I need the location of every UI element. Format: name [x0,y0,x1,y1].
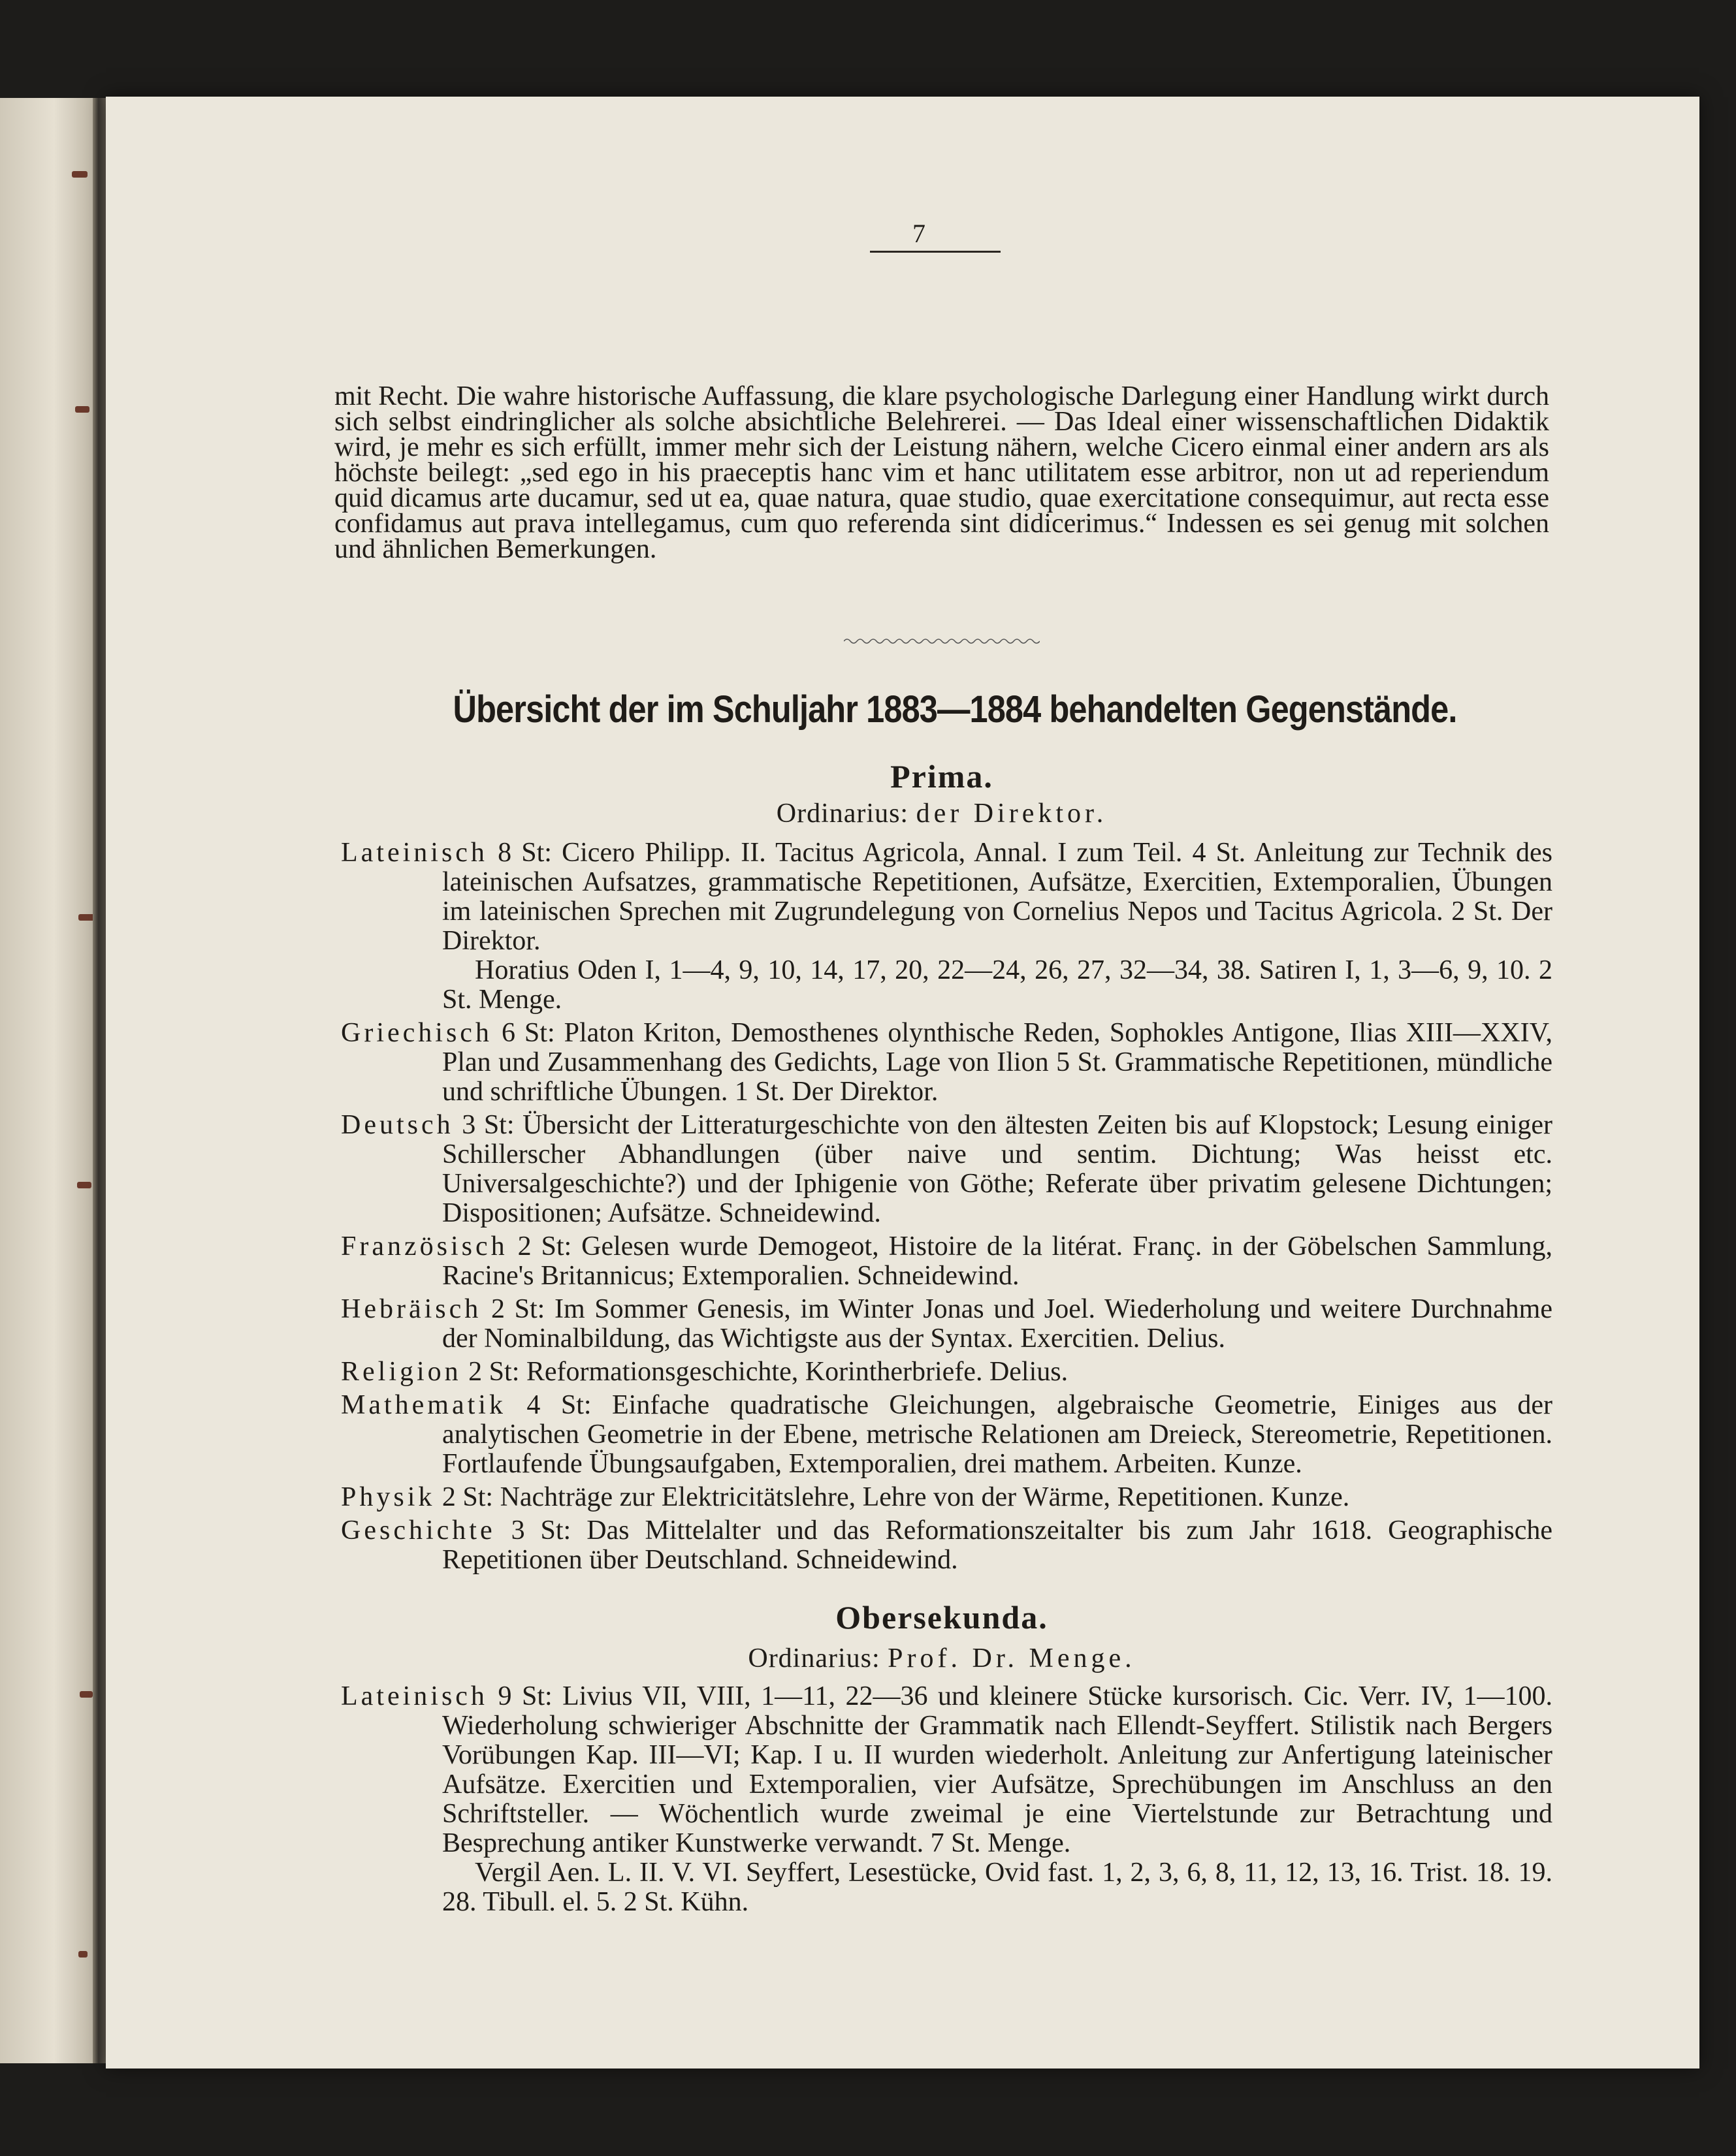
obersekunda-subject-list [341,1682,1552,1921]
subject-text: 8 St: Cicero Philipp. II. Tacitus Agricola, Annal. I zum Teil. 4 St. Anleitung zur Technik des lateinischen Aufsatzes, grammatische Repetitionen, Aufsätze, Exercitien, Extemporalien, Übungen im lateinischen Sprechen mit Zugrundelegung von Cornelius Nepos und Tacitus Agricola. 2 St. Der Direktor. [442,838,1553,956]
subject-name: Religion [341,1357,462,1387]
obersekunda-heading: Obersekunda. [835,1599,1048,1636]
subject-entry [341,1295,1552,1354]
wavy-divider [844,636,1040,646]
subject-name: Deutsch [341,1110,454,1140]
subject-name: Hebräisch [341,1294,482,1324]
subject-text: 2 St: Reformationsgeschichte, Korintherbriefe. Delius. [468,1357,1069,1387]
subject-name: Mathematik [341,1390,506,1420]
prima-subject-list [341,838,1552,1579]
section-title: Übersicht der im Schuljahr 1883—1884 behandelten Gegenstände. [453,688,1457,731]
subject-entry [341,1357,1552,1387]
subject-name: Physik [341,1482,436,1512]
subject-text: 3 St: Das Mittelalter und das Reformationszeitalter bis zum Jahr 1618. Geographische Repetitionen über Deutschland. Schneidewind. [442,1515,1552,1575]
obersekunda-ordinarius [334,1643,1549,1674]
subject-text: 3 St: Übersicht der Litteraturgeschichte von den ältesten Zeiten bis auf Klopstock; Lesung einiger Schillerscher Abhandlungen (über naive und sentim. Dichtung; Was heisst etc. Universalgeschichte?) und der Iphigenie von Göthe; Referate über privatim gelesene Dichtungen; Dispositionen; Aufsätze. Schneidewind. [442,1110,1553,1228]
book-gutter [93,98,107,2063]
subject-text: 2 St: Nachträge zur Elektricitätslehre, Lehre von der Wärme, Repetitionen. Kunze. [442,1482,1350,1512]
subject-entry [341,1516,1552,1575]
page-tab-mark [80,1691,93,1698]
subject-text: 9 St: Livius VII, VIII, 1—11, 22—36 und kleinere Stücke kursorisch. Cic. Verr. IV, 1—100. Wiederholung schwieriger Abschnitte der Grammatik nach Ellendt-Seyffert. Stilistik nach Bergers Vorübungen Kap. III—VI; Kap. I u. II wurden wiederholt. Anleitung zur Anfertigung lateinischer Aufsätze. Exercitien und Extemporalien, vier Aufsätze, Sprechübungen im Anschluss an den Schriftsteller. — Wöchentlich wurde zweimal je eine Viertelstunde zur Betrachtung und Besprechung antiker Kunstwerke verwandt. 7 St. Menge. [442,1681,1553,1858]
subject-entry [341,1682,1552,1917]
facing-page-edge [0,98,98,2063]
page-tab-mark [75,406,89,413]
subject-entry [341,1232,1552,1291]
prima-ordinarius [334,798,1549,829]
subject-entry [341,1483,1552,1512]
ordinarius-name: Prof. Dr. Menge. [888,1643,1136,1673]
page-tab-mark [78,1951,88,1958]
subject-entry [341,1111,1552,1228]
subject-text: 2 St: Gelesen wurde Demogeot, Histoire de la litérat. Franç. in der Göbelschen Sammlung, Racine's Britannicus; Extemporalien. Schneidewind. [442,1231,1552,1291]
subject-entry [341,838,1552,1015]
subject-continuation: Vergil Aen. L. II. V. VI. Seyffert, Lesestücke, Ovid fast. 1, 2, 3, 6, 8, 11, 12, 13, 16. Trist. 18. 19. 28. Tibull. el. 5. 2 St. Kühn. [442,1858,1552,1917]
page-tab-mark [77,1182,91,1188]
page-number-rule [870,251,1001,253]
subject-continuation: Horatius Oden I, 1—4, 9, 10, 14, 17, 20, 22—24, 26, 27, 32—34, 38. Satiren I, 1, 3—6, 9, 10. 2 St. Menge. [442,955,1552,1015]
subject-text: 2 St: Im Sommer Genesis, im Winter Jonas und Joel. Wiederholung und weitere Durchnahme der Nominalbildung, das Wichtigste aus der Syntax. Exercitien. Delius. [442,1294,1552,1354]
ordinarius-label: Ordinarius: [748,1643,880,1673]
subject-name: Lateinisch [341,838,488,868]
subject-text: 6 St: Platon Kriton, Demosthenes olynthische Reden, Sophokles Antigone, Ilias XIII—XXIV, Plan und Zusammenhang des Gedichts, Lage von Ilion 5 St. Grammatische Repetitionen, mündliche und schriftliche Übungen. 1 St. Der Direktor. [442,1018,1553,1107]
subject-name: Lateinisch [341,1681,488,1711]
ordinarius-label: Ordinarius: [776,799,909,829]
page-number: 7 [912,219,925,248]
ordinarius-name: der Direktor. [916,799,1108,829]
subject-name: Geschichte [341,1515,496,1546]
subject-name: Französisch [341,1231,508,1261]
intro-paragraph: mit Recht. Die wahre historische Auffassung, die klare psychologische Darlegung einer Handlung wirkt durch sich selbst eindringlicher als solche absichtliche Belehrerei. — Das Ideal einer wissenschaftlichen Didaktik wird, je mehr es sich erfüllt, immer mehr sich der Leistung nähern, welche Cicero einmal einer andern ars als höchste beilegt: „sed ego in his praeceptis hanc vim et hanc utilitatem esse arbitror, non ut ad reperiendum quid dicamus arte ducamur, sed ut ea, quae natura, quae studio, quae exercitatione consequimur, aut recta esse confidamus aut prava intellegamus, cum quo referenda sint didicerimus.“ Indessen es sei genug mit solchen und ähnlichen Bemerkungen. [334,381,1549,564]
subject-name: Griechisch [341,1018,492,1048]
document-page [106,97,1699,2069]
page-tab-mark [72,171,88,178]
subject-entry [341,1019,1552,1107]
subject-entry [341,1391,1552,1479]
prima-heading: Prima. [890,758,993,795]
subject-text: 4 St: Einfache quadratische Gleichungen, algebraische Geometrie, Einiges aus der analytischen Geometrie in der Ebene, metrische Relationen am Dreieck, Stereometrie, Repetitionen. Fortlaufende Übungsaufgaben, Extemporalien, drei mathem. Arbeiten. Kunze. [442,1390,1553,1479]
